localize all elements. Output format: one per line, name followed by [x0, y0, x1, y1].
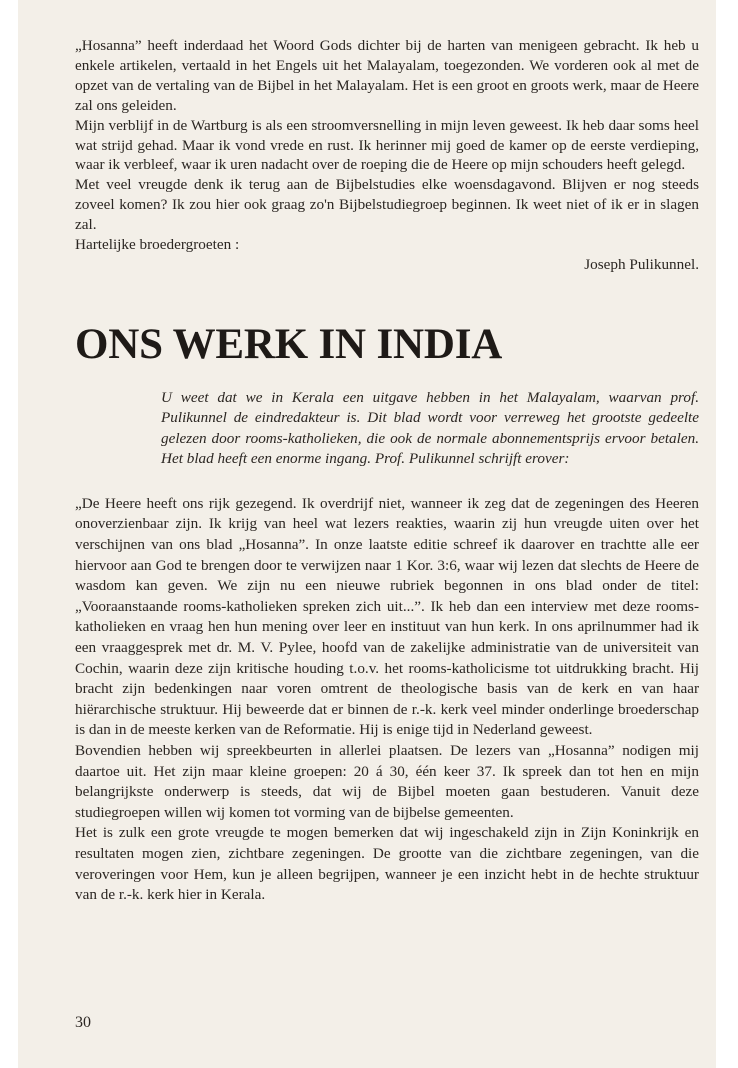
document-page	[18, 0, 716, 1068]
letter-paragraph: Mijn verblijf in de Wartburg is als een stroomversnelling in mijn leven geweest. Ik heb daar soms heel wat strijd gehad. Maar ik vond vrede en rust. Ik herinner mij goed de kamer op de eerste verdieping, waar ik verbleef, waar ik uren nadacht over de roeping die de Heere op mijn schouders heeft gelegd.	[75, 116, 699, 174]
article-paragraph: Bovendien hebben wij spreekbeurten in allerlei plaatsen. De lezers van „Hosanna” nodigen mij daartoe uit. Het zijn maar kleine groepen: 20 á 30, één keer 37. Ik spreek dan tot hen en mijn belangrijkste onderwerp is steeds, dat wij de Bijbel moeten gaan bestuderen. Vanuit deze studiegroepen willen wij komen tot vorming van de bijbelse gemeenten.	[75, 742, 699, 821]
article-intro: U weet dat we in Kerala een uitgave hebben in het Malayalam, waarvan prof. Pulikunnel de eindredakteur is. Dit blad wordt voor verreweg het grootste gedeelte gelezen door rooms-katholieken, die ook de normale abonnementsprijs ervoor betalen. Het blad heeft een enorme ingang. Prof. Pulikunnel schrijft erover:	[161, 388, 699, 468]
article-heading: ONS WERK IN INDIA	[75, 320, 503, 368]
article-paragraph: Het is zulk een grote vreugde te mogen bemerken dat wij ingeschakeld zijn in Zijn Koninkrijk en resultaten mogen zien, zichtbare zegeningen. De grootte van die zichtbare zegeningen, van die veroveringen voor Hem, kun je alleen begrijpen, wanneer je een inzicht hebt in de hechte struktuur van de r.-k. kerk hier in Kerala.	[75, 824, 699, 904]
article-paragraph: „De Heere heeft ons rijk gezegend. Ik overdrijf niet, wanneer ik zeg dat de zegeningen des Heeren onoverzienbaar zijn. Ik krijg van heel wat lezers reakties, waarin zij hun vreugde uiten over het verschijnen van ons blad „Hosanna”. In onze laatste editie schreef ik daarover en trachtte alle eer hiervoor aan God te brengen door te verwijzen naar 1 Kor. 3:6, waar wij lezen dat slechts de Heere de wasdom kan geven. We zijn nu een nieuwe rubriek begonnen in ons blad onder de titel: „Vooraanstaande rooms-katholieken spreken zich uit...”. Ik heb dan een interview met deze rooms-katholieken en vraag hen hun mening over leer en instituut van hun kerk. In ons aprilnummer had ik een vraaggesprek met dr. M. V. Pylee, hoofd van de zakelijke administratie van de universiteit van Cochin, waarin deze zijn kritische houding t.o.v. het rooms-katholicisme tot uitdrukking bracht. Hij bracht zijn bedenkingen naar voren omtrent de theologische basis van de kerk en van haar hiërarchische struktuur. Hij beweerde dat er binnen de r.-k. kerk veel minder onderlinge broederschap is dan in de meeste kerken van de Reformatie. Hij is enige tijd in Nederland geweest.	[75, 494, 699, 739]
letter-paragraph: Met veel vreugde denk ik terug aan de Bijbelstudies elke woensdagavond. Blijven er nog steeds zoveel komen? Ik zou hier ook graag zo'n Bijbelstudiegroep beginnen. Ik weet niet of ik er in slagen zal.	[75, 176, 699, 234]
letter-paragraph: „Hosanna” heeft inderdaad het Woord Gods dichter bij de harten van menigeen gebracht. Ik heb u enkele artikelen, vertaald in het Engels uit het Malayalam, toegezonden. We vorderen ook al met de opzet van de vertaling van de Bijbel in het Malayalam. Het is een groot en groots werk, maar de Heere zal ons geleiden.	[75, 37, 699, 114]
page-number: 30	[75, 1014, 91, 1031]
article-body	[75, 494, 699, 906]
letter-closing: Hartelijke broedergroeten :	[75, 236, 240, 254]
letter-signature: Joseph Pulikunnel.	[584, 255, 699, 273]
page-content	[75, 36, 699, 906]
